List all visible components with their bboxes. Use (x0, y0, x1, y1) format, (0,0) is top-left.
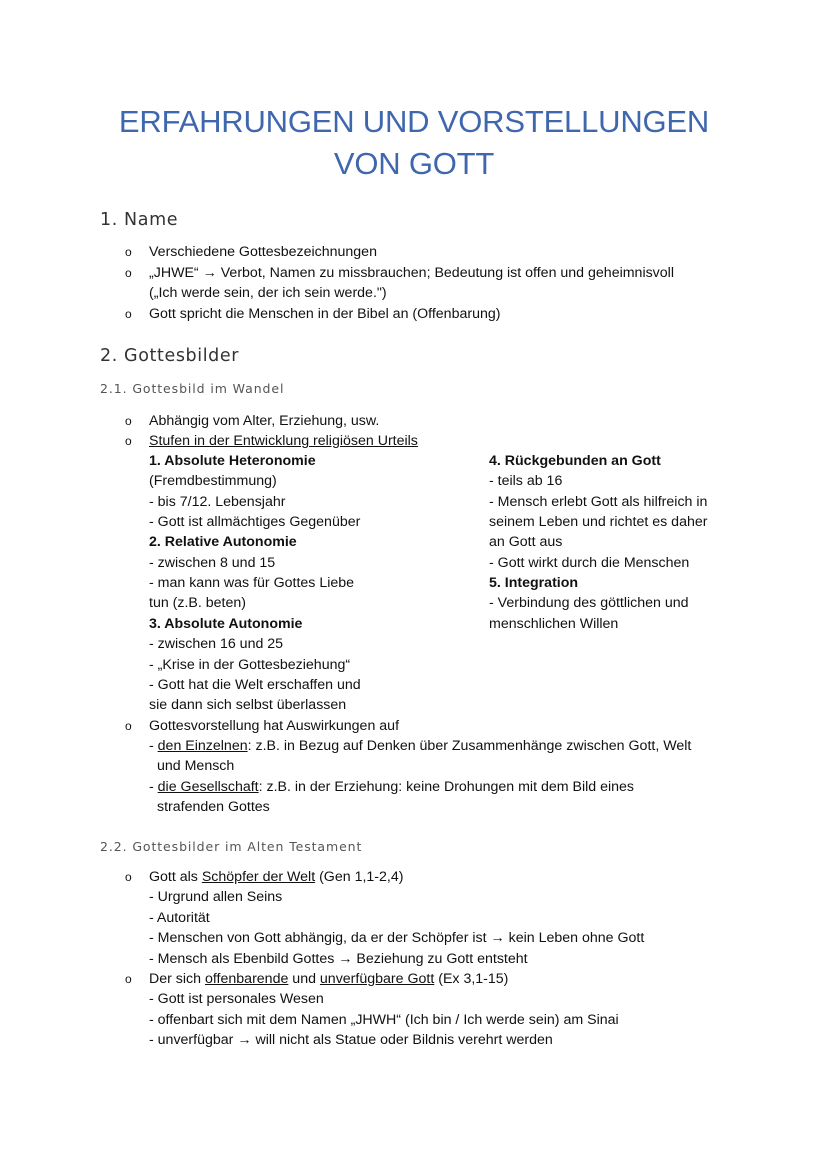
effect-line (149, 777, 634, 797)
effect-text: : z.B. in der Erziehung: keine Drohungen mit dem Bild eines (258, 779, 635, 795)
stage-5-title: 5. Integration (489, 575, 579, 591)
stage-line: an Gott aus (489, 534, 563, 550)
bullet-marker: o (125, 972, 132, 986)
stage-line: - zwischen 8 und 15 (149, 555, 276, 571)
arrow-right-icon: → (338, 951, 353, 967)
list-item-continuation: („Ich werde sein, der ich sein werde.") (149, 285, 387, 301)
stage-line: menschlichen Willen (489, 616, 619, 632)
underlined-term: den Einzelnen (157, 738, 248, 754)
detail-line (149, 928, 644, 948)
detail-line: - Urgrund allen Seins (149, 889, 283, 905)
detail-text: kein Leben ohne Gott (508, 930, 645, 946)
effect-continuation: und Mensch (157, 758, 235, 774)
bullet-marker: o (125, 414, 132, 428)
detail-line (149, 949, 528, 969)
detail-text: will nicht als Statue oder Bildnis verehrt werden (255, 1032, 553, 1048)
bullet-marker: o (125, 266, 132, 280)
effect-continuation: strafenden Gottes (157, 799, 270, 815)
list-item-text: Der sich (149, 971, 205, 987)
dash: - (149, 779, 158, 795)
arrow-right-icon: → (202, 265, 217, 281)
stage-line: sie dann sich selbst überlassen (149, 697, 347, 713)
bullet-marker: o (125, 307, 132, 321)
list-item-text: Gott als (149, 869, 202, 885)
arrow-right-icon: → (490, 930, 505, 946)
dash: - (149, 738, 158, 754)
stage-4-title: 4. Rückgebunden an Gott (489, 453, 661, 469)
bullet-marker: o (125, 719, 132, 733)
detail-line: - Autorität (149, 910, 210, 926)
stage-line: - Gott hat die Welt erschaffen und (149, 677, 361, 693)
stage-3-title: 3. Absolute Autonomie (149, 616, 303, 632)
list-item (149, 969, 508, 989)
heading-gottesbilder: 2. Gottesbilder (100, 346, 240, 366)
document-title-line-1: ERFAHRUNGEN UND VORSTELLUNGEN (118, 104, 710, 139)
detail-text: - unverfügbar (149, 1032, 234, 1048)
jhwe-label: „JHWE“ (149, 265, 199, 281)
bullet-marker: o (125, 434, 132, 448)
detail-text: Beziehung zu Gott entsteht (356, 951, 528, 967)
bullet-marker: o (125, 870, 132, 884)
list-item (149, 867, 403, 887)
list-item-underlined: Stufen in der Entwicklung religiösen Urteils (149, 433, 418, 449)
stage-line: - bis 7/12. Lebensjahr (149, 494, 286, 510)
list-item: Gottesvorstellung hat Auswirkungen auf (149, 718, 400, 734)
list-item-text: (Gen 1,1-2,4) (315, 869, 404, 885)
underlined-term: offenbarende (204, 971, 289, 987)
stage-line: - Gott ist allmächtiges Gegenüber (149, 514, 361, 530)
stage-line: - Verbindung des göttlichen und (489, 595, 689, 611)
stage-line: - man kann was für Gottes Liebe (149, 575, 355, 591)
effect-text: : z.B. in Bezug auf Denken über Zusammenhänge zwischen Gott, Welt (247, 738, 692, 754)
stage-2-title: 2. Relative Autonomie (149, 534, 297, 550)
underlined-term: die Gesellschaft (157, 779, 259, 795)
effect-line (149, 736, 691, 756)
stage-line: - Gott wirkt durch die Menschen (489, 555, 690, 571)
stage-1-title: 1. Absolute Heteronomie (149, 453, 316, 469)
bullet-marker: o (125, 245, 132, 259)
list-item (149, 263, 674, 283)
underlined-term: unverfügbare Gott (319, 971, 435, 987)
stage-line: - teils ab 16 (489, 473, 563, 489)
list-item-text: und (288, 971, 320, 987)
detail-line: - offenbart sich mit dem Namen „JHWH“ (Ich bin / Ich werde sein) am Sinai (149, 1012, 619, 1028)
document-title-line-2: VON GOTT (333, 146, 495, 181)
list-item-text: Verbot, Namen zu missbrauchen; Bedeutung ist offen und geheimnisvoll (220, 265, 674, 281)
list-item: Gott spricht die Menschen in der Bibel an (Offenbarung) (149, 306, 501, 322)
stage-line: seinem Leben und richtet es daher (489, 514, 708, 530)
subheading-gottesbilder-at: 2.2. Gottesbilder im Alten Testament (100, 839, 363, 854)
detail-text: - Mensch als Ebenbild Gottes (149, 951, 335, 967)
detail-text: - Menschen von Gott abhängig, da er der Schöpfer ist (149, 930, 487, 946)
underlined-term: Schöpfer der Welt (201, 869, 316, 885)
list-item-text: (Ex 3,1-15) (434, 971, 509, 987)
stage-line: tun (z.B. beten) (149, 595, 246, 611)
heading-name: 1. Name (100, 210, 179, 230)
arrow-right-icon: → (237, 1032, 252, 1048)
detail-line: - Gott ist personales Wesen (149, 991, 324, 1007)
subheading-gottesbild-im-wandel: 2.1. Gottesbild im Wandel (100, 381, 285, 396)
list-item: Abhängig vom Alter, Erziehung, usw. (149, 413, 380, 429)
list-item: Verschiedene Gottesbezeichnungen (149, 244, 377, 260)
detail-line (149, 1030, 553, 1050)
stage-line: - Mensch erlebt Gott als hilfreich in (489, 494, 708, 510)
stage-line: - zwischen 16 und 25 (149, 636, 284, 652)
stage-line: - „Krise in der Gottesbeziehung“ (149, 657, 351, 673)
stage-line: (Fremdbestimmung) (149, 473, 277, 489)
